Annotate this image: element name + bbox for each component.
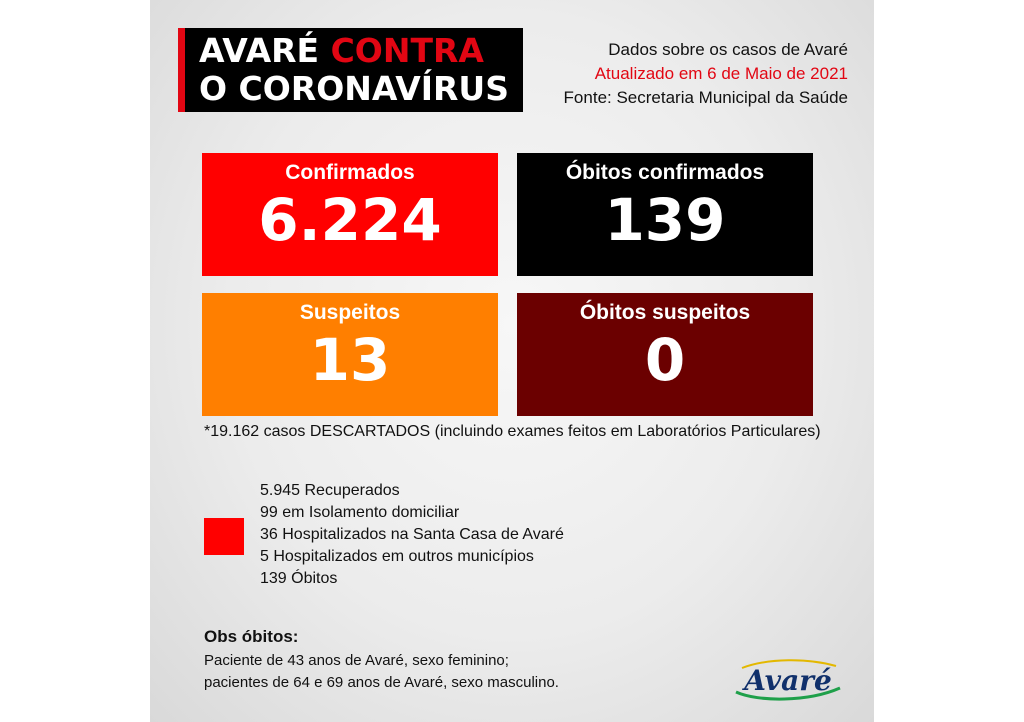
title-white-text: AVARÉ xyxy=(199,31,331,70)
list-item: 139 Óbitos xyxy=(260,570,338,587)
info-block xyxy=(564,38,848,110)
title-line-1 xyxy=(199,32,509,70)
discarded-note: *19.162 casos DESCARTADOS (incluindo exames feitos em Laboratórios Particulares) xyxy=(204,423,821,440)
updated-date: Atualizado em 6 de Maio de 2021 xyxy=(594,64,848,83)
list-item: 99 em Isolamento domiciliar xyxy=(260,504,460,521)
stat-deaths xyxy=(517,153,813,276)
stat-confirmed xyxy=(202,153,498,276)
info-source: Fonte: Secretaria Municipal da Saúde xyxy=(563,88,848,107)
stat-label: Suspeitos xyxy=(299,301,401,324)
obs-line: Paciente de 43 anos de Avaré, sexo feminino; xyxy=(204,652,509,669)
info-heading: Dados sobre os casos de Avaré xyxy=(608,40,848,59)
list-item: 36 Hospitalizados na Santa Casa de Avaré xyxy=(260,526,564,543)
stat-value: 13 xyxy=(309,326,391,394)
stat-value: 139 xyxy=(604,186,726,254)
avare-logo xyxy=(728,652,848,707)
status-list xyxy=(260,480,564,590)
title-red-text: CONTRA xyxy=(330,31,484,70)
obs-title: Obs óbitos: xyxy=(204,627,299,646)
stat-suspected xyxy=(202,293,498,416)
stat-label: Óbitos confirmados xyxy=(565,161,765,184)
title-line-2: O CORONAVÍRUS xyxy=(199,69,509,108)
stat-label: Confirmados xyxy=(285,161,415,184)
stat-label: Óbitos suspeitos xyxy=(579,301,751,324)
infographic-card xyxy=(150,0,874,722)
stat-value: 0 xyxy=(644,326,686,394)
list-item: 5 Hospitalizados em outros municípios xyxy=(260,548,534,565)
list-item: 5.945 Recuperados xyxy=(260,482,400,499)
stat-value: 6.224 xyxy=(258,186,442,254)
page-title xyxy=(178,28,523,112)
obs-line: pacientes de 64 e 69 anos de Avaré, sexo masculino. xyxy=(204,674,559,691)
logo-text: Avaré xyxy=(744,664,832,697)
obs-block xyxy=(204,627,559,694)
stat-suspected-deaths xyxy=(517,293,813,416)
legend-square xyxy=(204,518,244,555)
